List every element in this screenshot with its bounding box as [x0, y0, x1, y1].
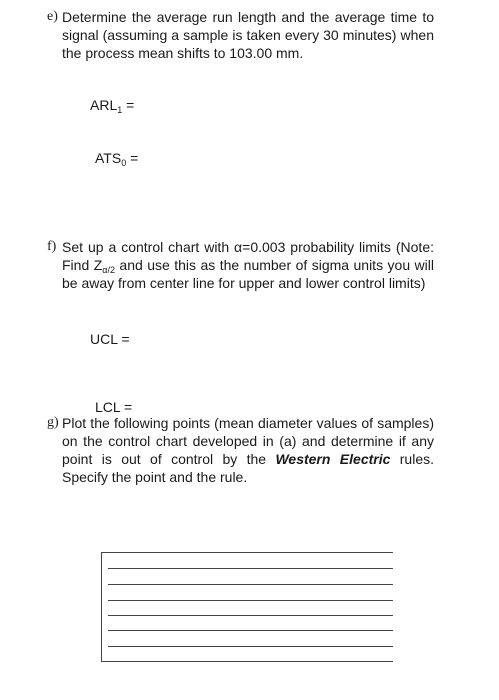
lcl-answer-label: LCL = — [95, 399, 133, 415]
ats-equals: = — [126, 150, 139, 166]
arl-equals: = — [122, 97, 135, 113]
table-row-line — [108, 615, 393, 616]
question-f — [47, 238, 434, 292]
question-g — [47, 414, 434, 486]
western-electric-emphasis: Western Electric — [275, 451, 391, 467]
ucl-answer-label: UCL = — [90, 331, 130, 347]
question-f-letter: f) — [47, 239, 57, 254]
ats-prefix: ATS — [95, 150, 122, 166]
z-subscript: α/2 — [102, 265, 115, 275]
table-row-line — [108, 584, 393, 585]
table-row-line — [108, 630, 393, 631]
question-f-text-1: Set up a control chart with α=0.003 probability limits (Note: Find Z — [62, 239, 434, 273]
question-g-text-2: rules. Specify the point and the rule. — [62, 451, 434, 485]
data-table — [101, 552, 393, 662]
arl-subscript: 1 — [117, 105, 123, 115]
question-g-letter: g) — [47, 415, 59, 430]
table-row-line — [108, 646, 393, 647]
ats-subscript: 0 — [121, 158, 127, 168]
question-e-text: Determine the average run length and the average time to signal (assuming a sample is taken every 30 minutes) when the process mean shifts to 103.00 mm. — [62, 9, 434, 61]
arl-prefix: ARL — [90, 97, 118, 113]
table-row-line — [108, 600, 393, 601]
question-e — [47, 8, 434, 62]
question-e-letter: e) — [47, 9, 58, 24]
arl-answer-label — [90, 97, 134, 113]
ats-answer-label — [95, 150, 138, 166]
question-g-text-1: Plot the following points (mean diameter values of samples) on the control chart developed in (a) and determine if any point is out of control by the — [62, 415, 434, 467]
question-f-text-2: and use this as the number of sigma units you will be away from center line for upper and lower control limits) — [62, 257, 434, 291]
table-row-line — [108, 568, 393, 569]
